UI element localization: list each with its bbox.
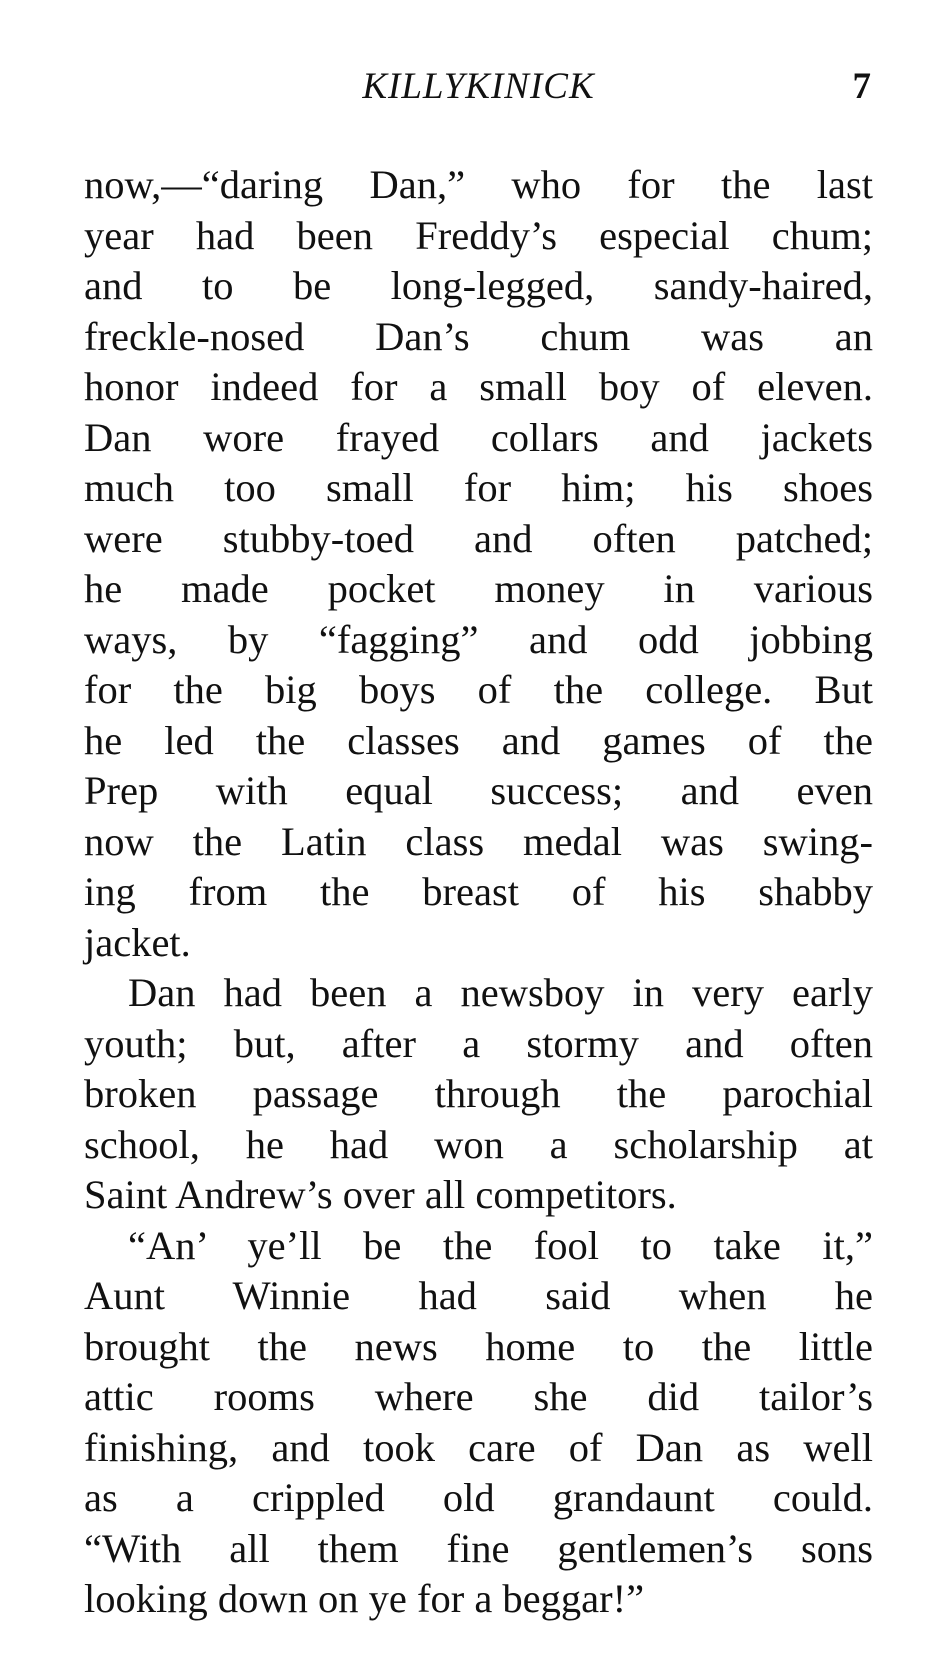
- text-line: were stubby-toed and often patched;: [84, 515, 873, 561]
- text-line: finishing, and took care of Dan as well: [84, 1424, 873, 1470]
- paragraph-3: [84, 1221, 873, 1625]
- text-line: Prep with equal success; and even: [84, 768, 873, 813]
- text-line: ways, by “fagging” and odd jobbing: [84, 616, 873, 662]
- text-line: brought the news home to the little: [84, 1323, 873, 1369]
- text-line: Aunt Winnie had said when he: [84, 1273, 873, 1318]
- paragraph-1: [84, 160, 873, 968]
- text-line: looking down on ye for a beggar!”: [84, 1576, 645, 1621]
- running-head: [84, 62, 873, 112]
- text-line: much too small for him; his shoes: [84, 465, 873, 510]
- text-line: he made pocket money in various: [84, 566, 873, 611]
- text-line: school, he had won a scholarship at: [84, 1121, 873, 1167]
- text-line: ing from the breast of his shabby: [84, 869, 873, 914]
- page-number: 7: [852, 66, 871, 107]
- text-line: honor indeed for a small boy of eleven.: [84, 364, 873, 409]
- text-line: as a crippled old grandaunt could.: [84, 1475, 873, 1520]
- text-line: now,—“daring Dan,” who for the last: [84, 162, 873, 207]
- text-line: for the big boys of the college. But: [84, 667, 873, 712]
- text-line: Dan had been a newsboy in very early: [128, 970, 873, 1015]
- text-line: jacket.: [84, 919, 191, 965]
- text-line: and to be long-legged, sandy-haired,: [84, 263, 873, 308]
- text-line: “With all them fine gentlemen’s sons: [84, 1525, 873, 1571]
- text-line: youth; but, after a stormy and often: [84, 1020, 873, 1066]
- text-line: freckle-nosed Dan’s chum was an: [84, 313, 873, 359]
- text-line: “An’ ye’ll be the fool to take it,”: [128, 1222, 873, 1268]
- text-line: Saint Andrew’s over all competitors.: [84, 1172, 677, 1217]
- text-line: he led the classes and games of the: [84, 717, 873, 763]
- text-line: year had been Freddy’s especial chum;: [84, 212, 873, 258]
- body-text: [84, 160, 873, 1625]
- text-line: now the Latin class medal was swing-: [84, 818, 873, 864]
- text-line: attic rooms where she did tailor’s: [84, 1374, 873, 1419]
- running-title: KILLYKINICK: [362, 66, 595, 107]
- text-line: broken passage through the parochial: [84, 1071, 873, 1116]
- paragraph-2: [84, 968, 873, 1221]
- text-line: Dan wore frayed collars and jackets: [84, 414, 873, 460]
